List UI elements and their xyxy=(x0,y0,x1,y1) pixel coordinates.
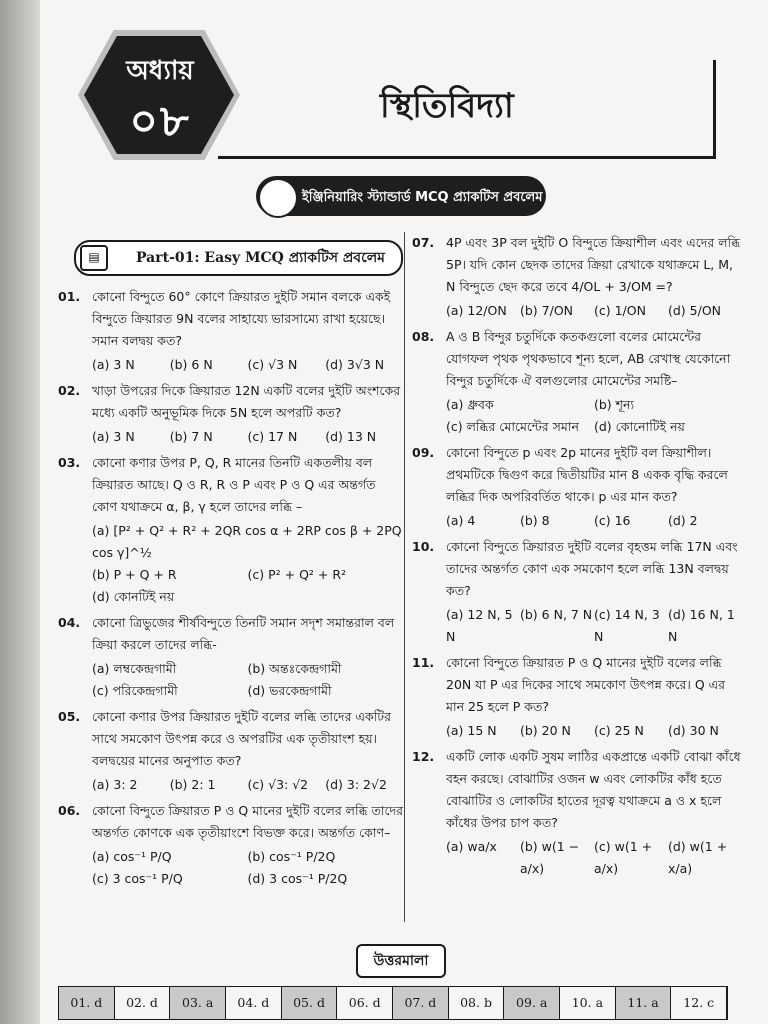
question-text: একটি লোক একটি সুষম লাঠির একপ্রান্তে একটি বোঝা কাঁধে বহন করছে। বোঝাটির ওজন w এবং লোকটির কাঁধ হতে বোঝাটির ও লোকটির হাতের দূরত্ব যথাক্রমে a ও x হলে কাঁধের উপর চাপ কত? xyxy=(446,749,741,830)
options xyxy=(446,300,742,322)
option: (a) 12/ON xyxy=(446,303,507,318)
option: (d) w(1 + x/a) xyxy=(668,839,728,876)
question-text: কোনো বিন্দুতে ক্রিয়ারত P ও Q মানের দুইটি বলের লব্ধি 20N যা P এর দিকের সাথে সমকোণ উৎপন্ন করে। Q এর মান 25 হলে P কত? xyxy=(446,655,726,714)
option: (a) [P² + Q² + R² + 2QR cos α + 2RP cos β + 2PQ cos γ]^½ xyxy=(92,523,402,560)
option: (c) লব্ধির মোমেন্টের সমান xyxy=(446,419,579,434)
option: (a) 3: 2 xyxy=(92,777,138,792)
option: (a) 15 N xyxy=(446,723,497,738)
option: (b) অন্তঃকেন্দ্রগামী xyxy=(247,661,342,676)
question xyxy=(412,326,742,392)
option: (c) √3: √2 xyxy=(247,777,309,792)
question-list-right xyxy=(412,232,742,880)
option: (d) 3: 2√2 xyxy=(325,777,387,792)
option: (a) cos⁻¹ P/Q xyxy=(92,849,172,864)
options xyxy=(446,394,742,438)
answer-cell: 08. b xyxy=(449,987,505,1019)
option: (b) শূন্য xyxy=(594,397,635,412)
options xyxy=(446,836,742,880)
option: (b) w(1 − a/x) xyxy=(520,839,580,876)
question xyxy=(412,652,742,718)
page-gutter xyxy=(0,0,40,1024)
option: (a) 3 N xyxy=(92,357,135,372)
book-icon: ▤ xyxy=(80,245,108,271)
right-column xyxy=(412,232,742,884)
answer-cell: 06. d xyxy=(337,987,393,1019)
option: (b) 2: 1 xyxy=(169,777,216,792)
question-text: কোনো বিন্দুতে ক্রিয়ারত দুইটি বলের বৃহত্তম লব্ধি 17N এবং তাদের অন্তর্গত কোণ এক সমকোণ হলে লব্ধি 13N বলদ্বয় কত? xyxy=(446,539,738,598)
option: (c) 1/ON xyxy=(594,303,646,318)
option: (c) P² + Q² + R² xyxy=(247,567,347,582)
part-heading xyxy=(74,240,403,276)
answer-key-row xyxy=(58,986,728,1020)
answer-cell: 02. d xyxy=(115,987,171,1019)
options xyxy=(446,604,742,648)
option: (a) 3 N xyxy=(92,429,135,444)
option: (d) 30 N xyxy=(668,723,719,738)
option: (d) 16 N, 1 N xyxy=(668,607,735,644)
answers-label: উত্তরমালা xyxy=(356,944,446,978)
question-text: কোনো বিন্দুতে 60° কোণে ক্রিয়ারত দুইটি সমান বলকে একই বিন্দুতে ক্রিয়ারত 9N বলের সাহায্যে ভারসাম্যে রাখা হয়েছে। সমান বলদ্বয় কত? xyxy=(92,289,391,348)
question-text: কোনো কণার উপর ক্রিয়ারত দুইটি বলের লব্ধি তাদের একটির সাথে সমকোণ উৎপন্ন করে ও অপরটির এক তৃতীয়াংশ হয়। বলদ্বয়ের মানের অনুপাত কত? xyxy=(92,709,391,768)
option: (a) 12 N, 5 N xyxy=(446,607,513,644)
option: (b) 7/ON xyxy=(520,303,574,318)
option: (b) 7 N xyxy=(169,429,213,444)
options xyxy=(446,510,742,532)
option: (b) cos⁻¹ P/2Q xyxy=(247,849,336,864)
question xyxy=(58,380,403,424)
question-number: 02. xyxy=(58,383,81,398)
question xyxy=(58,706,403,772)
option: (a) 4 xyxy=(446,513,476,528)
question-text: খাড়া উপরের দিকে ক্রিয়ারত 12N একটি বলের দুইটি অংশকের মধ্যে একটি অনুভূমিক দিকে 5N হলে অপরটি কত? xyxy=(92,383,401,420)
option: (b) 6 N, 7 N xyxy=(520,607,593,622)
answer-cell: 12. c xyxy=(671,987,727,1019)
answer-cell: 01. d xyxy=(59,987,115,1019)
chapter-number: ০৮ xyxy=(129,96,191,147)
option: (d) 13 N xyxy=(325,429,377,444)
question-text: কোনো কণার উপর P, Q, R মানের তিনটি একতলীয় বল ক্রিয়ারত আছে। Q ও R, R ও P এবং P ও Q এর অন্তর্গত কোণ যথাক্রমে α, β, γ হলে তাদের লব্ধি – xyxy=(92,455,376,514)
question-number: 09. xyxy=(412,445,435,460)
answer-cell: 03. a xyxy=(170,987,226,1019)
question xyxy=(412,536,742,602)
answer-cell: 09. a xyxy=(504,987,560,1019)
chapter-label: অধ্যায় xyxy=(126,56,194,86)
question xyxy=(58,452,403,518)
options xyxy=(92,520,403,608)
option: (b) P + Q + R xyxy=(92,567,177,582)
option: (d) 3√3 N xyxy=(325,357,385,372)
question-number: 03. xyxy=(58,455,81,470)
question-text: কোনো বিন্দুতে ক্রিয়ারত P ও Q মানের দুইটি বলের লব্ধি তাদের অন্তর্গত কোণকে এক তৃতীয়াংশে বিভক্ত করে। অন্তর্গত কোণ– xyxy=(92,803,403,840)
question xyxy=(412,746,742,834)
question-number: 12. xyxy=(412,749,435,764)
options xyxy=(92,426,403,448)
options xyxy=(92,658,403,702)
options xyxy=(92,774,403,796)
question-number: 06. xyxy=(58,803,81,818)
option: (d) 2 xyxy=(668,513,698,528)
option: (a) লম্বকেন্দ্রগামী xyxy=(92,661,177,676)
option: (c) 17 N xyxy=(247,429,298,444)
question xyxy=(58,800,403,844)
question-number: 11. xyxy=(412,655,435,670)
question xyxy=(412,442,742,508)
options xyxy=(92,846,403,890)
option: (b) 20 N xyxy=(520,723,571,738)
option: (d) কোনোটিই নয় xyxy=(594,419,685,434)
question-number: 10. xyxy=(412,539,435,554)
answer-cell: 11. a xyxy=(616,987,672,1019)
question-number: 08. xyxy=(412,329,435,344)
option: (b) 8 xyxy=(520,513,550,528)
option: (b) 6 N xyxy=(169,357,213,372)
question-number: 04. xyxy=(58,615,81,630)
column-divider xyxy=(404,232,405,922)
left-column xyxy=(58,240,403,894)
answer-cell: 04. d xyxy=(226,987,282,1019)
options xyxy=(92,354,403,376)
options xyxy=(446,720,742,742)
question-number: 05. xyxy=(58,709,81,724)
answer-cell: 10. a xyxy=(560,987,616,1019)
banner-icon xyxy=(258,178,298,218)
option: (c) 14 N, 3 N xyxy=(594,607,660,644)
answer-cell: 07. d xyxy=(393,987,449,1019)
question-list-left xyxy=(58,286,403,890)
option: (a) wa/x xyxy=(446,839,497,854)
option: (d) 5/ON xyxy=(668,303,722,318)
question-text: 4P এবং 3P বল দুইটি O বিন্দুতে ক্রিয়াশীল এবং এদের লব্ধি 5P। যদি কোন ছেদক তাদের ক্রিয়া রেখাকে যথাক্রমে L, M, N বিন্দুতে ছেদ করে তবে 4/OL + 3/OM =? xyxy=(446,235,741,294)
option: (c) 16 xyxy=(594,513,631,528)
option: (c) √3 N xyxy=(247,357,298,372)
question-text: A ও B বিন্দুর চতুর্দিকে কতকগুলো বলের মোমেন্টের যোগফল পৃথক পৃথকভাবে শূন্য হলে, AB রেখাস্থ যেকোনো বিন্দুর চতুর্দিকে ঐ বলগুলোর মোমেন্টের সমষ্টি– xyxy=(446,329,731,388)
option: (d) 3 cos⁻¹ P/2Q xyxy=(247,871,348,886)
option: (a) ধ্রুবক xyxy=(446,397,494,412)
question-number: 01. xyxy=(58,289,81,304)
option: (c) পরিকেন্দ্রগামী xyxy=(92,683,178,698)
option: (d) ভরকেন্দ্রগামী xyxy=(247,683,332,698)
question xyxy=(58,286,403,352)
question-number: 07. xyxy=(412,235,435,250)
question xyxy=(412,232,742,298)
question-text: কোনো বিন্দুতে p এবং 2p মানের দুইটি বল ক্রিয়াশীল। প্রথমটিকে দ্বিগুণ করে দ্বিতীয়টির মান 8 একক বৃদ্ধি করলে লব্ধির দিক অপরিবর্তিত থাকে। p এর মান কত? xyxy=(446,445,728,504)
answer-cell: 05. d xyxy=(282,987,338,1019)
question-text: কোনো ত্রিভুজের শীর্ষবিন্দুতে তিনটি সমান সদৃশ সমান্তরাল বল ক্রিয়া করলে তাদের লব্ধি- xyxy=(92,615,395,652)
option: (c) w(1 + a/x) xyxy=(594,839,653,876)
option: (c) 25 N xyxy=(594,723,644,738)
banner-text: ইঞ্জিনিয়ারিং স্ট্যান্ডার্ড MCQ প্র্যাকটিস প্রবলেম xyxy=(302,190,543,205)
option: (d) কোনটিই নয় xyxy=(92,589,175,604)
part-title: Part-01: Easy MCQ প্র্যাকটিস প্রবলেম xyxy=(136,250,385,266)
option: (c) 3 cos⁻¹ P/Q xyxy=(92,871,183,886)
chapter-title: স্থিতিবিদ্যা xyxy=(380,86,514,126)
question xyxy=(58,612,403,656)
